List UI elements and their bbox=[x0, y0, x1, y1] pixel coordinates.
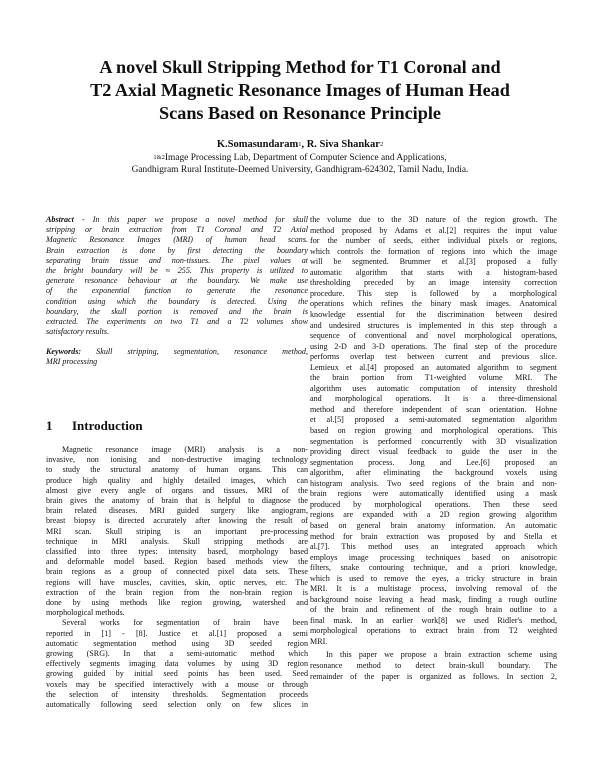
body-line: In this paper we propose a brain extraction scheme using bbox=[326, 649, 557, 659]
body-line: background noise leaving a head mask, finding a rough outline bbox=[310, 594, 557, 604]
author-separator: , bbox=[301, 139, 307, 150]
body-line: automatic algorithm that starts with a histogram-based bbox=[310, 267, 557, 277]
abstract-line: the bright boundary will be ≈ 255. This property is utilized to bbox=[46, 266, 308, 275]
body-line: MRI. It is a multistage process, involving removal of the bbox=[310, 584, 557, 594]
body-line: al.[7]. This method uses an integrated approach which bbox=[310, 542, 557, 552]
body-line: segmentation process. Jong and Lee.[6] proposed an bbox=[310, 457, 557, 467]
section-title: Introduction bbox=[72, 418, 143, 433]
body-line: voxels may be specified interactively with a mouse or through bbox=[46, 679, 308, 689]
body-line: which is used to remove the eyes, a tricky structure in brain bbox=[310, 573, 557, 583]
body-line: brain related diseases. MRI guided surgery like angiogram, bbox=[46, 506, 308, 516]
body-line: morphological methods. bbox=[46, 608, 125, 618]
affiliation-line-2: Gandhigram Rural Institute-Deemed University, Gandhigram-624302, Tamil Nadu, India. bbox=[131, 165, 469, 175]
body-line: the volume due to the 3D nature of the region growth. The bbox=[310, 215, 557, 224]
body-line: et al.[5] proposed a semi-automated segmentation algorithm bbox=[310, 415, 557, 425]
body-line: algorithm uses automatic computation of intensity threshold bbox=[310, 383, 557, 393]
body-line: regions are expanded with a 2D region growing algorithm bbox=[310, 510, 557, 520]
body-line: of the brain and refinement of the rough brain outline to a bbox=[310, 605, 557, 615]
affiliation-superscript: 1&2 bbox=[153, 154, 165, 161]
body-line: using 2-D and 3-D operations. The final step of the procedure bbox=[310, 341, 557, 351]
abstract-line: Magnetic Resonance Images (MRI) of human head scans. bbox=[46, 235, 308, 245]
body-line: MRI scan. Skull striping is an important pre-processing bbox=[46, 526, 308, 536]
body-line: histogram analysis. Two seed regions of the brain and non- bbox=[310, 478, 557, 488]
body-line: based on general brain anatomy information. An automatic bbox=[310, 520, 557, 530]
keywords-text: Skull stripping, segmentation, resonance method, bbox=[81, 347, 308, 356]
body-line: almost give every angle of organs and tissues. MRI of the bbox=[46, 485, 308, 495]
body-line: performs overlap test between current and previous slice. bbox=[310, 352, 557, 362]
title-line-3: Scans Based on Resonance Principle bbox=[159, 103, 441, 123]
section-number: 1 bbox=[46, 418, 53, 433]
body-line: remainder of the paper is organized as follows. In section 2, bbox=[310, 671, 557, 681]
body-line: method and therefore independent of scan orientation. Hohne bbox=[310, 404, 557, 414]
abstract-line: of the exponential function to generate the resonance bbox=[46, 286, 308, 296]
title-line-2: T2 Axial Magnetic Resonance Images of Human Head bbox=[90, 80, 510, 100]
keywords-line bbox=[46, 347, 308, 357]
body-line: produced by morphological operations. Then these seed bbox=[310, 499, 557, 509]
body-line: brain gives the anatomy of brain that is helpful to diagnose the bbox=[46, 496, 308, 505]
body-line: Magnetic resonance image (MRI) analysis is a non- bbox=[62, 445, 308, 454]
body-line: brain regions as a group of connected pixel data sets. These bbox=[46, 567, 308, 577]
body-line: breast biopsy is directed accurately after knowing the result of bbox=[46, 516, 308, 526]
abstract-line: generate resonance behaviour at the boundary. We make use bbox=[46, 276, 308, 286]
body-line: operations which refines the binary mask images. Anatomical bbox=[310, 299, 557, 309]
body-line: regions will have muscles, cavities, skin, optic nerves, etc. The bbox=[46, 577, 308, 587]
body-line: reported in [1] - [8]. Justice et al.[1] proposed a semi bbox=[46, 628, 308, 638]
body-line: growing (SRG). In that a semi-automatic method which bbox=[46, 649, 308, 658]
body-line: method proposed by Adams et al.[2] requires the input value bbox=[310, 225, 557, 235]
body-line: based on region growing and morphological operations. This bbox=[310, 426, 557, 435]
section-heading bbox=[46, 418, 308, 434]
body-line: invasive, non ionising and non-destructive imaging technology bbox=[46, 455, 308, 465]
body-line: morphological operations to extract brain from T2 weighted bbox=[310, 626, 557, 636]
body-line: filters, snake contouring technique, and a priori knowledge, bbox=[310, 563, 557, 573]
body-line: knowledge essential for the discrimination between desired bbox=[310, 309, 557, 319]
body-line: method for brain extraction was proposed by and Stella et bbox=[310, 531, 557, 541]
body-line: which controls the formation of regions into which the image bbox=[310, 246, 557, 256]
body-line: and undesired structures is implemented in this step through a bbox=[310, 320, 557, 330]
keywords-line: MRI processing bbox=[46, 357, 98, 367]
affiliation-text: Image Processing Lab, Department of Computer Science and Applications, bbox=[164, 153, 447, 163]
body-line: produce high quality and highly detailed images, which can bbox=[46, 475, 308, 485]
author-superscript: 2 bbox=[379, 141, 384, 148]
abstract-line: condition using which the boundary is detected. Using the bbox=[46, 296, 308, 306]
author-name: R. Siva Shankar bbox=[306, 139, 380, 150]
body-line: employs image processing techniques based on anisotropic bbox=[310, 552, 557, 562]
body-line: extraction of the brain region from the non-brain region is bbox=[46, 587, 308, 597]
body-line: growing guided by initial seed points has been used. Seed bbox=[46, 669, 308, 679]
abstract-line: stripping or brain extraction from T1 Coronal and T2 Axial bbox=[46, 225, 308, 235]
body-line: the selection of intensity thresholds. Segmentation proceeds bbox=[46, 689, 308, 699]
body-line: automatic segmentation method using 3D seeded region bbox=[46, 638, 308, 648]
body-line: thresholding preceded by an image intensity correction bbox=[310, 278, 557, 288]
body-line: segmentation is performed concurrently with 3D visualization bbox=[310, 436, 557, 446]
left-column bbox=[46, 0, 308, 776]
keywords-label: Keywords: bbox=[46, 347, 82, 356]
body-line: for the number of seeds, either individual pixels or regions, bbox=[310, 236, 557, 246]
body-line: resonance method to detect brain-skull boundary. The bbox=[310, 660, 557, 670]
abstract-line: Brain extraction is done by first detecting the boundary bbox=[46, 245, 308, 255]
body-line: MRI. bbox=[310, 637, 328, 646]
body-line: sequence of conventional and novel morphological operations, bbox=[310, 331, 557, 341]
right-column bbox=[310, 0, 557, 776]
abstract-line: separating brain tissue and non-tissues. The pixel values at bbox=[46, 255, 308, 265]
body-line: will be segmented. Brummer et al.[3] proposed a fully bbox=[310, 257, 557, 267]
body-line: procedure. This step is followed by a morphological bbox=[310, 288, 557, 298]
body-line: Several works for segmentation of brain have been bbox=[62, 618, 308, 628]
body-line: and morphological operations. It is a three-dimensional bbox=[310, 394, 557, 404]
abstract-text: In this paper we propose a novel method for skull bbox=[84, 215, 308, 224]
body-line: Lemieux et al.[4] proposed an automated algorithm to segment bbox=[310, 362, 557, 372]
body-line: effectively segments imaging data volumes by using 3D region bbox=[46, 659, 308, 669]
body-line: algorithm, after eliminating the background voxels using bbox=[310, 468, 557, 478]
body-line: technique in MRI analysis. Skull stripping methods are bbox=[46, 536, 308, 546]
body-line: providing direct visual feedback to guide the user in the bbox=[310, 447, 557, 457]
abstract-line: boundary, the skull portion is removed and the brain is bbox=[46, 306, 308, 316]
body-line: to study the structural anatomy of human organs. This can bbox=[46, 465, 308, 475]
body-line: and deformable model based. Region based methods view the bbox=[46, 557, 308, 567]
body-line: automatically following seed selection only on few slices in bbox=[46, 700, 308, 709]
abstract-line: satisfactory results. bbox=[46, 327, 110, 337]
body-line: classified into three types: intensity based, morphology based bbox=[46, 547, 308, 556]
abstract-line bbox=[46, 215, 308, 225]
author-superscript: 1 bbox=[298, 141, 302, 148]
author-name: K.Somasundaram bbox=[216, 139, 299, 150]
title-line-1: A novel Skull Stripping Method for T1 Coronal and bbox=[99, 57, 501, 77]
body-line: final mask. In an earlier work[8] we used Ridler's method, bbox=[310, 615, 557, 625]
body-line: the brain portion from T1-weighted volume MRI. The bbox=[310, 373, 557, 383]
abstract-label: Abstract - bbox=[46, 215, 85, 224]
body-line: done by using methods like region growing, watershed and bbox=[46, 598, 308, 607]
body-line: brain regions were automatically identified using a mask bbox=[310, 489, 557, 499]
abstract-line: extracted. The experiments on two T1 and a T2 volumes show bbox=[46, 317, 308, 326]
